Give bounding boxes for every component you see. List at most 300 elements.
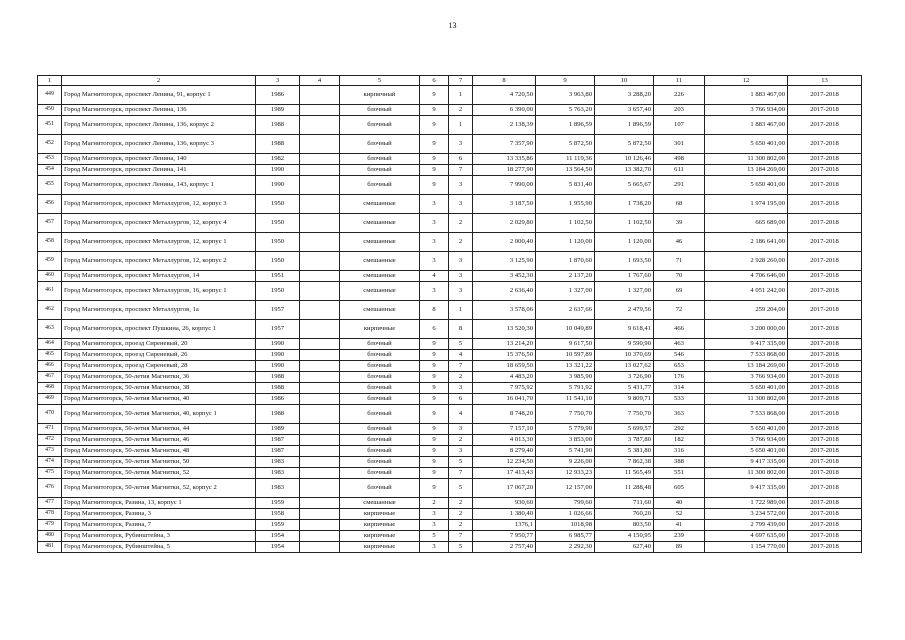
wall-material-cell: смешанные bbox=[340, 271, 420, 282]
row-number: 449 bbox=[38, 86, 62, 105]
residents-cell: 239 bbox=[654, 531, 705, 542]
residents-cell: 71 bbox=[654, 252, 705, 271]
area-total-cell: 12 234,50 bbox=[473, 457, 536, 468]
year-cell: 1959 bbox=[256, 520, 300, 531]
year-cell: 1950 bbox=[256, 214, 300, 233]
entrances-cell: 4 bbox=[449, 350, 473, 361]
period-cell: 2017-2018 bbox=[788, 424, 862, 435]
area-living-cell: 5 791,92 bbox=[536, 383, 595, 394]
column-4-cell bbox=[300, 252, 340, 271]
area-residential-cell: 5 872,50 bbox=[595, 135, 654, 154]
year-cell: 1957 bbox=[256, 320, 300, 339]
column-4-cell bbox=[300, 457, 340, 468]
period-cell: 2017-2018 bbox=[788, 372, 862, 383]
column-4-cell bbox=[300, 498, 340, 509]
entrances-cell: 8 bbox=[449, 320, 473, 339]
residents-cell: 291 bbox=[654, 176, 705, 195]
entrances-cell: 3 bbox=[449, 252, 473, 271]
row-number: 465 bbox=[38, 350, 62, 361]
period-cell: 2017-2018 bbox=[788, 195, 862, 214]
area-residential-cell: 3 288,20 bbox=[595, 86, 654, 105]
entrances-cell: 7 bbox=[449, 165, 473, 176]
cost-cell: 259 204,00 bbox=[705, 301, 788, 320]
area-living-cell: 12 157,00 bbox=[536, 479, 595, 498]
floors-cell: 9 bbox=[420, 339, 449, 350]
entrances-cell: 5 bbox=[449, 479, 473, 498]
column-4-cell bbox=[300, 361, 340, 372]
area-living-cell: 1 120,00 bbox=[536, 233, 595, 252]
row-number: 462 bbox=[38, 301, 62, 320]
entrances-cell: 3 bbox=[449, 424, 473, 435]
column-4-cell bbox=[300, 165, 340, 176]
table-row bbox=[38, 361, 862, 372]
cost-cell: 7 533 868,00 bbox=[705, 350, 788, 361]
table-row bbox=[38, 531, 862, 542]
address-cell: Город Магнитогорск, проспект Ленина, 143, корпус 1 bbox=[62, 176, 256, 195]
column-4-cell bbox=[300, 86, 340, 105]
column-4-cell bbox=[300, 435, 340, 446]
residents-cell: 203 bbox=[654, 105, 705, 116]
address-cell: Город Магнитогорск, проспект Металлургов, 12, корпус 3 bbox=[62, 195, 256, 214]
residents-cell: 533 bbox=[654, 394, 705, 405]
year-cell: 1950 bbox=[256, 252, 300, 271]
row-number: 477 bbox=[38, 498, 62, 509]
column-4-cell bbox=[300, 394, 340, 405]
entrances-cell: 2 bbox=[449, 509, 473, 520]
area-residential-cell: 5 381,80 bbox=[595, 446, 654, 457]
column-4-cell bbox=[300, 271, 340, 282]
residents-cell: 653 bbox=[654, 361, 705, 372]
residents-cell: 226 bbox=[654, 86, 705, 105]
column-header: 8 bbox=[473, 76, 536, 86]
row-number: 453 bbox=[38, 154, 62, 165]
wall-material-cell: смешанные bbox=[340, 214, 420, 233]
year-cell: 1988 bbox=[256, 383, 300, 394]
cost-cell: 7 533 868,00 bbox=[705, 405, 788, 424]
cost-cell: 3 766 934,00 bbox=[705, 435, 788, 446]
column-4-cell bbox=[300, 282, 340, 301]
entrances-cell: 3 bbox=[449, 195, 473, 214]
column-4-cell bbox=[300, 116, 340, 135]
area-living-cell: 799,60 bbox=[536, 498, 595, 509]
area-living-cell: 5 763,20 bbox=[536, 105, 595, 116]
column-header: 1 bbox=[38, 76, 62, 86]
year-cell: 1990 bbox=[256, 176, 300, 195]
year-cell: 1989 bbox=[256, 424, 300, 435]
floors-cell: 3 bbox=[420, 233, 449, 252]
cost-cell: 11 300 802,00 bbox=[705, 468, 788, 479]
area-residential-cell: 3 726,90 bbox=[595, 372, 654, 383]
residents-cell: 611 bbox=[654, 165, 705, 176]
cost-cell: 13 184 269,00 bbox=[705, 361, 788, 372]
cost-cell: 665 689,00 bbox=[705, 214, 788, 233]
floors-cell: 9 bbox=[420, 372, 449, 383]
row-number: 463 bbox=[38, 320, 62, 339]
area-residential-cell: 9 809,71 bbox=[595, 394, 654, 405]
floors-cell: 6 bbox=[420, 320, 449, 339]
column-4-cell bbox=[300, 301, 340, 320]
cost-cell: 11 300 802,00 bbox=[705, 154, 788, 165]
area-living-cell: 9 226,00 bbox=[536, 457, 595, 468]
floors-cell: 9 bbox=[420, 457, 449, 468]
residents-cell: 69 bbox=[654, 282, 705, 301]
period-cell: 2017-2018 bbox=[788, 214, 862, 233]
area-residential-cell: 2 479,56 bbox=[595, 301, 654, 320]
area-living-cell: 2 137,20 bbox=[536, 271, 595, 282]
wall-material-cell: блочный bbox=[340, 372, 420, 383]
table-row bbox=[38, 86, 862, 105]
area-total-cell: 15 376,50 bbox=[473, 350, 536, 361]
area-total-cell: 18 277,90 bbox=[473, 165, 536, 176]
year-cell: 1950 bbox=[256, 282, 300, 301]
table-row bbox=[38, 509, 862, 520]
cost-cell: 1 974 195,00 bbox=[705, 195, 788, 214]
entrances-cell: 3 bbox=[449, 446, 473, 457]
address-cell: Город Магнитогорск, Рубинштейна, 3 bbox=[62, 531, 256, 542]
table-row bbox=[38, 176, 862, 195]
year-cell: 1951 bbox=[256, 271, 300, 282]
column-4-cell bbox=[300, 214, 340, 233]
wall-material-cell: блочный bbox=[340, 116, 420, 135]
floors-cell: 9 bbox=[420, 383, 449, 394]
column-header: 5 bbox=[340, 76, 420, 86]
residents-cell: 292 bbox=[654, 424, 705, 435]
floors-cell: 3 bbox=[420, 195, 449, 214]
year-cell: 1988 bbox=[256, 116, 300, 135]
column-header: 10 bbox=[595, 76, 654, 86]
floors-cell: 3 bbox=[420, 520, 449, 531]
floors-cell: 9 bbox=[420, 176, 449, 195]
wall-material-cell: смешанные bbox=[340, 252, 420, 271]
cost-cell: 1 154 770,00 bbox=[705, 542, 788, 553]
wall-material-cell: кирпичный bbox=[340, 86, 420, 105]
address-cell: Город Магнитогорск, проспект Металлургов, 16, корпус 1 bbox=[62, 282, 256, 301]
wall-material-cell: смешанные bbox=[340, 301, 420, 320]
area-total-cell: 2 636,40 bbox=[473, 282, 536, 301]
area-residential-cell: 1 327,00 bbox=[595, 282, 654, 301]
address-cell: Город Магнитогорск, 50-летия Магнитки, 46 bbox=[62, 435, 256, 446]
cost-cell: 4 706 646,00 bbox=[705, 271, 788, 282]
period-cell: 2017-2018 bbox=[788, 154, 862, 165]
address-cell: Город Магнитогорск, 50-летия Магнитки, 50 bbox=[62, 457, 256, 468]
cost-cell: 13 184 269,00 bbox=[705, 165, 788, 176]
wall-material-cell: блочный bbox=[340, 394, 420, 405]
table-row bbox=[38, 135, 862, 154]
year-cell: 1986 bbox=[256, 394, 300, 405]
residents-cell: 605 bbox=[654, 479, 705, 498]
area-total-cell: 7 975,92 bbox=[473, 383, 536, 394]
floors-cell: 8 bbox=[420, 301, 449, 320]
area-residential-cell: 10 370,69 bbox=[595, 350, 654, 361]
residents-cell: 68 bbox=[654, 195, 705, 214]
table-row bbox=[38, 394, 862, 405]
cost-cell: 5 650 401,00 bbox=[705, 446, 788, 457]
area-living-cell: 1 870,60 bbox=[536, 252, 595, 271]
area-living-cell: 10 049,89 bbox=[536, 320, 595, 339]
table-row bbox=[38, 271, 862, 282]
area-residential-cell: 627,40 bbox=[595, 542, 654, 553]
area-total-cell: 13 520,30 bbox=[473, 320, 536, 339]
area-living-cell: 3 963,80 bbox=[536, 86, 595, 105]
area-residential-cell: 3 787,80 bbox=[595, 435, 654, 446]
wall-material-cell: блочный bbox=[340, 457, 420, 468]
table-row bbox=[38, 542, 862, 553]
period-cell: 2017-2018 bbox=[788, 498, 862, 509]
area-living-cell: 13 321,22 bbox=[536, 361, 595, 372]
residents-cell: 107 bbox=[654, 116, 705, 135]
entrances-cell: 2 bbox=[449, 233, 473, 252]
table-row bbox=[38, 468, 862, 479]
area-living-cell: 2 292,30 bbox=[536, 542, 595, 553]
column-4-cell bbox=[300, 531, 340, 542]
year-cell: 1959 bbox=[256, 498, 300, 509]
row-number: 458 bbox=[38, 233, 62, 252]
address-cell: Город Магнитогорск, проспект Металлургов, 14 bbox=[62, 271, 256, 282]
residents-cell: 39 bbox=[654, 214, 705, 233]
row-number: 460 bbox=[38, 271, 62, 282]
floors-cell: 5 bbox=[420, 531, 449, 542]
address-cell: Город Магнитогорск, проспект Металлургов, 12, корпус 2 bbox=[62, 252, 256, 271]
period-cell: 2017-2018 bbox=[788, 531, 862, 542]
floors-cell: 9 bbox=[420, 86, 449, 105]
area-living-cell: 1 896,59 bbox=[536, 116, 595, 135]
row-number: 454 bbox=[38, 165, 62, 176]
table-row bbox=[38, 350, 862, 361]
table-row bbox=[38, 116, 862, 135]
table-row bbox=[38, 479, 862, 498]
row-number: 475 bbox=[38, 468, 62, 479]
housing-table bbox=[37, 75, 862, 553]
period-cell: 2017-2018 bbox=[788, 282, 862, 301]
address-cell: Город Магнитогорск, проспект Ленина, 91, корпус 1 bbox=[62, 86, 256, 105]
wall-material-cell: кирпичные bbox=[340, 542, 420, 553]
column-4-cell bbox=[300, 424, 340, 435]
wall-material-cell: блочный bbox=[340, 154, 420, 165]
year-cell: 1983 bbox=[256, 479, 300, 498]
area-total-cell: 4 013,30 bbox=[473, 435, 536, 446]
column-4-cell bbox=[300, 350, 340, 361]
period-cell: 2017-2018 bbox=[788, 350, 862, 361]
entrances-cell: 1 bbox=[449, 301, 473, 320]
table-body bbox=[38, 86, 862, 553]
column-header: 12 bbox=[705, 76, 788, 86]
column-4-cell bbox=[300, 509, 340, 520]
area-total-cell: 2 757,40 bbox=[473, 542, 536, 553]
row-number: 473 bbox=[38, 446, 62, 457]
row-number: 471 bbox=[38, 424, 62, 435]
residents-cell: 41 bbox=[654, 520, 705, 531]
column-4-cell bbox=[300, 446, 340, 457]
area-residential-cell: 1 120,00 bbox=[595, 233, 654, 252]
area-total-cell: 3 187,50 bbox=[473, 195, 536, 214]
floors-cell: 2 bbox=[420, 498, 449, 509]
residents-cell: 546 bbox=[654, 350, 705, 361]
row-number: 459 bbox=[38, 252, 62, 271]
column-header: 9 bbox=[536, 76, 595, 86]
wall-material-cell: кирпичные bbox=[340, 531, 420, 542]
table-row bbox=[38, 195, 862, 214]
year-cell: 1990 bbox=[256, 361, 300, 372]
entrances-cell: 5 bbox=[449, 542, 473, 553]
area-living-cell: 10 597,89 bbox=[536, 350, 595, 361]
entrances-cell: 3 bbox=[449, 135, 473, 154]
row-number: 476 bbox=[38, 479, 62, 498]
wall-material-cell: блочный bbox=[340, 424, 420, 435]
floors-cell: 9 bbox=[420, 361, 449, 372]
area-living-cell: 13 564,50 bbox=[536, 165, 595, 176]
period-cell: 2017-2018 bbox=[788, 435, 862, 446]
table-row bbox=[38, 282, 862, 301]
period-cell: 2017-2018 bbox=[788, 105, 862, 116]
area-residential-cell: 9 590,90 bbox=[595, 339, 654, 350]
column-header: 4 bbox=[300, 76, 340, 86]
residents-cell: 40 bbox=[654, 498, 705, 509]
area-total-cell: 2 000,40 bbox=[473, 233, 536, 252]
area-living-cell: 11 119,36 bbox=[536, 154, 595, 165]
area-total-cell: 2 138,39 bbox=[473, 116, 536, 135]
table-row bbox=[38, 498, 862, 509]
year-cell: 1954 bbox=[256, 542, 300, 553]
address-cell: Город Магнитогорск, проспект Ленина, 136 bbox=[62, 105, 256, 116]
area-residential-cell: 5 699,57 bbox=[595, 424, 654, 435]
row-number: 478 bbox=[38, 509, 62, 520]
column-header: 11 bbox=[654, 76, 705, 86]
area-total-cell: 2 029,80 bbox=[473, 214, 536, 233]
address-cell: Город Магнитогорск, проезд Сиреневый, 20 bbox=[62, 339, 256, 350]
area-residential-cell: 9 618,41 bbox=[595, 320, 654, 339]
period-cell: 2017-2018 bbox=[788, 509, 862, 520]
column-header: 6 bbox=[420, 76, 449, 86]
area-total-cell: 7 157,10 bbox=[473, 424, 536, 435]
year-cell: 1990 bbox=[256, 165, 300, 176]
column-4-cell bbox=[300, 468, 340, 479]
floors-cell: 9 bbox=[420, 135, 449, 154]
cost-cell: 9 417 335,00 bbox=[705, 479, 788, 498]
area-total-cell: 13 214,20 bbox=[473, 339, 536, 350]
floors-cell: 9 bbox=[420, 468, 449, 479]
row-number: 455 bbox=[38, 176, 62, 195]
cost-cell: 5 650 401,00 bbox=[705, 176, 788, 195]
address-cell: Город Магнитогорск, проспект Ленина, 136, корпус 2 bbox=[62, 116, 256, 135]
wall-material-cell: блочный bbox=[340, 339, 420, 350]
residents-cell: 89 bbox=[654, 542, 705, 553]
entrances-cell: 5 bbox=[449, 457, 473, 468]
area-residential-cell: 711,60 bbox=[595, 498, 654, 509]
entrances-cell: 2 bbox=[449, 372, 473, 383]
residents-cell: 363 bbox=[654, 405, 705, 424]
wall-material-cell: блочный bbox=[340, 176, 420, 195]
area-living-cell: 11 541,10 bbox=[536, 394, 595, 405]
area-residential-cell: 760,20 bbox=[595, 509, 654, 520]
wall-material-cell: блочный bbox=[340, 435, 420, 446]
residents-cell: 46 bbox=[654, 233, 705, 252]
wall-material-cell: блочный bbox=[340, 350, 420, 361]
wall-material-cell: блочный bbox=[340, 479, 420, 498]
floors-cell: 9 bbox=[420, 154, 449, 165]
floors-cell: 9 bbox=[420, 105, 449, 116]
residents-cell: 466 bbox=[654, 320, 705, 339]
column-4-cell bbox=[300, 154, 340, 165]
area-total-cell: 3 578,06 bbox=[473, 301, 536, 320]
residents-cell: 551 bbox=[654, 468, 705, 479]
table-row bbox=[38, 165, 862, 176]
year-cell: 1990 bbox=[256, 339, 300, 350]
wall-material-cell: блочный bbox=[340, 446, 420, 457]
area-total-cell: 18 659,50 bbox=[473, 361, 536, 372]
table-row bbox=[38, 457, 862, 468]
year-cell: 1950 bbox=[256, 195, 300, 214]
floors-cell: 3 bbox=[420, 542, 449, 553]
wall-material-cell: блочный bbox=[340, 405, 420, 424]
header-row bbox=[38, 76, 862, 86]
wall-material-cell: блочный bbox=[340, 165, 420, 176]
column-4-cell bbox=[300, 339, 340, 350]
entrances-cell: 1 bbox=[449, 86, 473, 105]
cost-cell: 5 650 401,00 bbox=[705, 135, 788, 154]
wall-material-cell: блочный bbox=[340, 383, 420, 394]
cost-cell: 3 234 572,00 bbox=[705, 509, 788, 520]
entrances-cell: 2 bbox=[449, 498, 473, 509]
row-number: 456 bbox=[38, 195, 62, 214]
cost-cell: 2 186 641,00 bbox=[705, 233, 788, 252]
entrances-cell: 3 bbox=[449, 383, 473, 394]
address-cell: Город Магнитогорск, проспект Металлургов, 12, корпус 4 bbox=[62, 214, 256, 233]
address-cell: Город Магнитогорск, проспект Ленина, 140 bbox=[62, 154, 256, 165]
period-cell: 2017-2018 bbox=[788, 116, 862, 135]
entrances-cell: 7 bbox=[449, 468, 473, 479]
table-row bbox=[38, 154, 862, 165]
area-residential-cell: 11 288,48 bbox=[595, 479, 654, 498]
table-row bbox=[38, 301, 862, 320]
floors-cell: 9 bbox=[420, 165, 449, 176]
area-living-cell: 1018,98 bbox=[536, 520, 595, 531]
column-4-cell bbox=[300, 405, 340, 424]
area-living-cell: 6 985,77 bbox=[536, 531, 595, 542]
cost-cell: 9 417 335,00 bbox=[705, 339, 788, 350]
area-residential-cell: 7 750,70 bbox=[595, 405, 654, 424]
address-cell: Город Магнитогорск, 50-летия Магнитки, 38 bbox=[62, 383, 256, 394]
period-cell: 2017-2018 bbox=[788, 271, 862, 282]
period-cell: 2017-2018 bbox=[788, 383, 862, 394]
entrances-cell: 5 bbox=[449, 339, 473, 350]
area-living-cell: 2 637,66 bbox=[536, 301, 595, 320]
area-residential-cell: 13 382,70 bbox=[595, 165, 654, 176]
table-row bbox=[38, 233, 862, 252]
period-cell: 2017-2018 bbox=[788, 252, 862, 271]
period-cell: 2017-2018 bbox=[788, 457, 862, 468]
residents-cell: 498 bbox=[654, 154, 705, 165]
table-row bbox=[38, 105, 862, 116]
wall-material-cell: смешанные bbox=[340, 282, 420, 301]
wall-material-cell: кирпичные bbox=[340, 320, 420, 339]
entrances-cell: 3 bbox=[449, 176, 473, 195]
address-cell: Город Магнитогорск, 50-летия Магнитки, 40 bbox=[62, 394, 256, 405]
area-living-cell: 1 955,90 bbox=[536, 195, 595, 214]
row-number: 457 bbox=[38, 214, 62, 233]
entrances-cell: 2 bbox=[449, 520, 473, 531]
address-cell: Город Магнитогорск, проезд Сиреневый, 28 bbox=[62, 361, 256, 372]
residents-cell: 72 bbox=[654, 301, 705, 320]
residents-cell: 463 bbox=[654, 339, 705, 350]
period-cell: 2017-2018 bbox=[788, 542, 862, 553]
column-header: 7 bbox=[449, 76, 473, 86]
cost-cell: 9 417 335,00 bbox=[705, 457, 788, 468]
area-total-cell: 1376,1 bbox=[473, 520, 536, 531]
row-number: 474 bbox=[38, 457, 62, 468]
address-cell: Город Магнитогорск, проезд Сиреневый, 26 bbox=[62, 350, 256, 361]
period-cell: 2017-2018 bbox=[788, 301, 862, 320]
column-header: 13 bbox=[788, 76, 862, 86]
